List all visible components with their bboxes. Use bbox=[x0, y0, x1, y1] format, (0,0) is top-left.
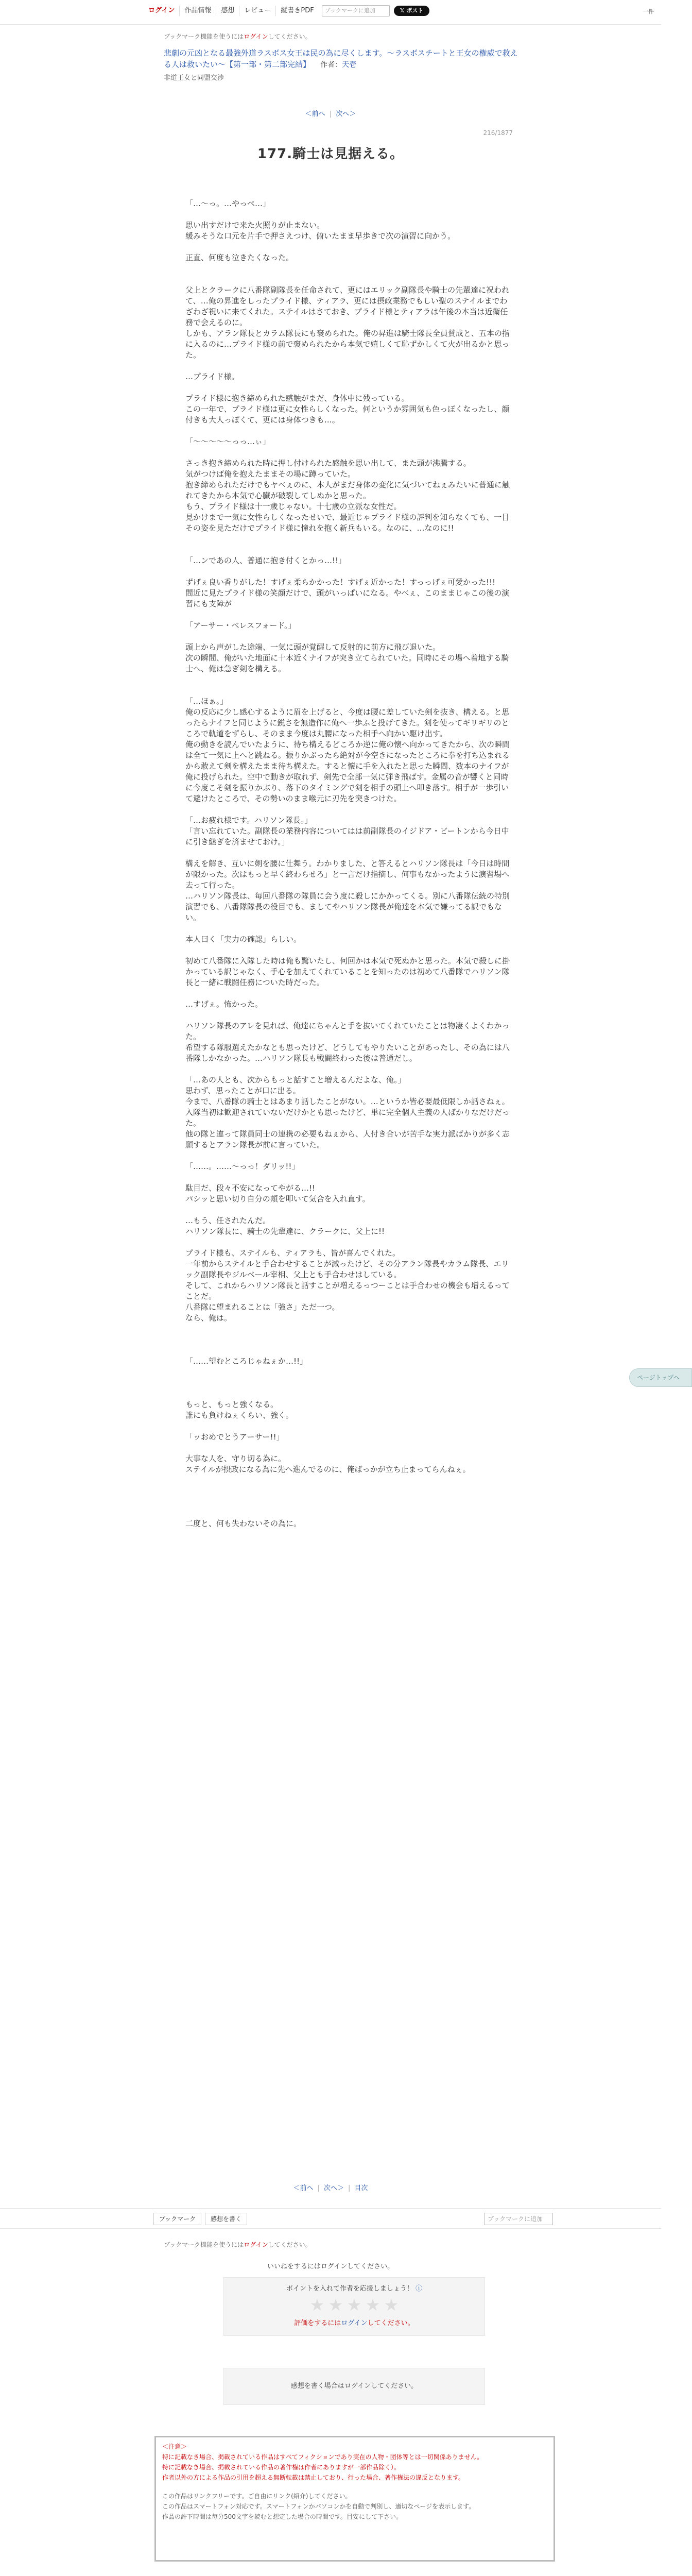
pager-sep: | bbox=[329, 110, 332, 118]
novel-paragraph: さっき抱き締められた時に押し付けられた感触を思い出して、また頭が沸騰する。 bbox=[185, 459, 471, 468]
novel-paragraph: 二度と、何も失わないその為に。 bbox=[185, 1519, 302, 1528]
novel-paragraph: …もう、任されたんだ。 bbox=[185, 1216, 271, 1225]
novel-paragraph: なら、俺は。 bbox=[185, 1313, 232, 1323]
prev-link-top[interactable]: ＜前へ bbox=[305, 110, 325, 118]
novel-paragraph bbox=[185, 685, 515, 696]
novel-paragraph bbox=[185, 1497, 515, 1507]
novel-paragraph bbox=[185, 1172, 515, 1183]
bottom-bookmark-add-field[interactable]: ブックマークに追加 bbox=[484, 2213, 553, 2225]
novel-paragraph: 思い出すだけで来た火照りが止まない。 bbox=[185, 221, 325, 230]
novel-paragraph bbox=[185, 188, 515, 198]
novel-paragraph: 頭上から声がした途端、一気に頭が覚醒して反射的に前方に飛び退いた。 bbox=[185, 642, 441, 652]
pager-sep: | bbox=[348, 2184, 351, 2192]
hatena-count[interactable]: 一件 bbox=[643, 8, 654, 15]
caution-line: 作者以外の方による作品の引用を超える無断転載は禁止しており、行った場合、著作権法の違反となります。 bbox=[162, 2474, 465, 2481]
nav-reviews[interactable]: レビュー bbox=[239, 6, 276, 16]
prev-link-bottom[interactable]: ＜前へ bbox=[293, 2184, 314, 2192]
chapter-title: 177.騎士は見据える。 bbox=[257, 146, 404, 162]
novel-paragraph bbox=[185, 263, 515, 274]
next-link-bottom[interactable]: 次へ＞ bbox=[323, 2184, 344, 2192]
rating-login-note bbox=[224, 2317, 485, 2327]
novel-paragraph: 俺の反応に少し感心するように眉を上げると、今度は腰に差していた剣を抜き、構える。と思ったらナイフと同じように鋭さを無造作に俺へ一歩ふと投げてきた。剣を使ってギリギリのところで軌道をずらし、そのまま今度は丸腰になった相手へ向かい駆け出す。 bbox=[185, 707, 510, 738]
next-link-top[interactable]: 次へ＞ bbox=[336, 110, 356, 118]
novel-paragraph: 大事な人を、守り切る為に。 bbox=[185, 1454, 286, 1463]
novel-paragraph bbox=[185, 1475, 515, 1486]
bottom-pager bbox=[148, 2182, 513, 2192]
x-post-button[interactable] bbox=[394, 6, 430, 16]
novel-paragraph: ステイルが摂政になる為に先へ進んでるのに、俺ばっかが立ち止まってらんねぇ。 bbox=[185, 1465, 471, 1474]
toc-link-bottom[interactable]: 目次 bbox=[354, 2184, 368, 2192]
caution-spacer bbox=[162, 2483, 547, 2491]
novel-paragraph: この一年で、プライド様は更に女性らしくなった。何というか雰囲気も色っぽくなったし、顔付きも大人っぽくて、更には身体つきも…。 bbox=[185, 404, 510, 425]
novel-paragraph bbox=[185, 1064, 515, 1075]
rating-login-prefix: 評価をするには bbox=[294, 2319, 341, 2327]
novel-paragraph: 「……望むところじゃねぇか…!!」 bbox=[185, 1357, 308, 1366]
novel-paragraph: 「アーサー・べレスフォード。」 bbox=[185, 621, 296, 630]
bookmark-notice-login-link[interactable]: ログイン bbox=[244, 2241, 268, 2248]
novel-paragraph: 次の瞬間、俺がいた地面に十本近くナイフが突き立てられていた。同時にその場へ着地する騎士へ、俺は急ぎ剣を構える。 bbox=[185, 653, 509, 673]
novel-paragraph: 駄目だ、段々不安になってやがる…!! bbox=[185, 1183, 316, 1193]
novel-paragraph: プライド様に抱き締められた感触がまだ、身体中に残っている。 bbox=[185, 394, 409, 403]
like-login-note: いいねをするにはログインしてください。 bbox=[267, 2263, 394, 2270]
novel-paragraph bbox=[185, 1237, 515, 1248]
login-link[interactable]: ログイン bbox=[148, 6, 180, 16]
novel-paragraph: 八番隊に望まれることは「強さ」ただ一つ。 bbox=[185, 1302, 340, 1312]
caution-note: この作品はスマートフォン対応です。スマートフォンかパソコンかを自動で判別し、適切なページを表示します。 bbox=[162, 2503, 475, 2510]
page-count: 216/1877 bbox=[483, 129, 513, 137]
novel-paragraph: 本人曰く「実力の確認」らしい。 bbox=[185, 935, 302, 944]
novel-paragraph: 初めて八番隊に入隊した時は俺も驚いたし、何回かは本気で死ぬかと思った。本気で殺しに掛かっている訳じゃなく、手心を加えてくれていることを知ったのは初めて八番隊でハリソン隊長と一緒に戦闘任務についた時だった。 bbox=[185, 956, 510, 987]
novel-paragraph: 構えを解き、互いに剣を腰に仕舞う。わかりました、と答えるとハリソン隊長は「今日は時間が限かった。次はもっと早く終わらせろ」と一言だけ指摘し、何事もなかったように演習場へ去って行った。 bbox=[185, 859, 510, 890]
novel-paragraph bbox=[185, 1388, 515, 1399]
novel-paragraph bbox=[185, 1010, 515, 1021]
header-nav bbox=[148, 5, 429, 16]
rating-prompt bbox=[224, 2283, 485, 2293]
novel-paragraph: 緩みそうな口元を片手で押さえつけ、俯いたまま早歩きで次の演習に向かう。 bbox=[185, 231, 456, 241]
novel-paragraph: 「…お疲れ様です。ハリソン隊長。」 bbox=[185, 816, 313, 825]
novel-paragraph: しかも、アラン隊長とカラム隊長にも褒められた。俺の昇進は騎士隊長全員賛成と、五本の指に入るのに…プライド様の前で褒められたから本気で嬉しくて恥ずかしくて火が出るかと思った。 bbox=[185, 329, 510, 360]
novel-paragraph: 気がつけば俺を抱えたままその場に蹲っていた。 bbox=[185, 469, 356, 479]
bottom-tab-row bbox=[0, 2208, 661, 2229]
novel-paragraph bbox=[185, 274, 515, 285]
novel-paragraph: パシッと思い切り自分の頬を叩いて気合を入れ直す。 bbox=[185, 1194, 370, 1204]
novel-paragraph bbox=[185, 609, 515, 620]
novel-paragraph bbox=[185, 1421, 515, 1432]
novel-paragraph: 抱き締められただけでもヤベぇのに、本人がまだ身体の変化に気づいてねぇみたいに普通に触れてきたから本気で心臓が破裂してしぬかと思った。 bbox=[185, 480, 510, 500]
novel-paragraph: 父上とクラークに八番隊副隊長を任命されて、更にはエリック副隊長や騎士の先輩達に祝われて、…俺の昇進をしったプライド様、ティアラ、更には摂政業務でもしい聖のステイルまでわざわざ祝いに来てくれた。ステイルはさておき、プライド様とティアラは午後の本当は近衛任務で会えるのに。 bbox=[185, 285, 510, 327]
star-5[interactable]: ★ bbox=[384, 2295, 399, 2315]
novel-paragraph: …すげぇ。怖かった。 bbox=[185, 999, 263, 1009]
caution-line: 特に記載なき場合、掲載されている作品はすべてフィクションであり実在の人物・団体等とは一切関係ありません。 bbox=[162, 2453, 483, 2461]
novel-paragraph bbox=[185, 382, 515, 393]
nav-impressions[interactable]: 感想 bbox=[216, 6, 239, 16]
bookmark-add-field[interactable]: ブックマークに追加 bbox=[322, 5, 390, 16]
novel-paragraph bbox=[185, 209, 515, 220]
novel-paragraph bbox=[185, 545, 515, 555]
top-pager bbox=[148, 108, 513, 118]
caution-line: 特に記載なき場合、掲載されている作品の著作権は作者にありますが一部作品除く）。 bbox=[162, 2464, 401, 2471]
novel-paragraph: 「……。……〜っっ！ダリッ!!」 bbox=[185, 1162, 300, 1171]
novel-paragraph: もっと、もっと強くなる。 bbox=[185, 1400, 279, 1409]
bookmark-notice-login-link[interactable]: ログイン bbox=[244, 33, 268, 40]
novel-paragraph bbox=[185, 1486, 515, 1497]
novel-body bbox=[185, 188, 515, 1529]
novel-paragraph bbox=[185, 1378, 515, 1388]
novel-paragraph bbox=[185, 988, 515, 999]
novel-paragraph: 「…〜っ。…やっぺ…」 bbox=[185, 199, 271, 208]
bookmark-notice-suffix: してください。 bbox=[268, 2241, 312, 2248]
novel-paragraph bbox=[185, 1150, 515, 1161]
star-3[interactable]: ★ bbox=[347, 2295, 362, 2315]
novel-paragraph bbox=[185, 361, 515, 371]
x-icon: 𝕏 bbox=[400, 7, 407, 14]
novel-paragraph bbox=[185, 945, 515, 956]
bookmark-notice-bottom bbox=[164, 2240, 312, 2249]
novel-paragraph: 正直、何度も泣きたくなった。 bbox=[185, 253, 294, 262]
tab-bookmark[interactable]: ブックマーク bbox=[153, 2213, 201, 2225]
novel-paragraph: 間近に見たプライド様の笑顔だけで、頭がいっぱいになる。やべぇ、このままじゃこの後の演習にも支障が bbox=[185, 588, 510, 608]
help-icon[interactable]: ⓘ bbox=[416, 2285, 423, 2293]
novel-paragraph: 「〜〜〜〜〜っっ…ぃ」 bbox=[185, 437, 271, 446]
author-label: 作者： bbox=[320, 61, 342, 69]
novel-paragraph: そして、これからハリソン隊長と話すことが増えるっつーことは手合わせの機会も増えるってことだ。 bbox=[185, 1281, 510, 1301]
novel-paragraph: 「…ほぁ。」 bbox=[185, 697, 228, 706]
novel-paragraph: ハリソン隊長のアレを見れば、俺達にちゃんと手を抜いてくれていたことは物凄くよくわかった。 bbox=[185, 1021, 510, 1041]
nav-vertical-pdf[interactable]: 縦書きPDF bbox=[281, 7, 314, 14]
top-bar bbox=[0, 0, 661, 25]
novel-paragraph: 誰にも負けねぇくらい、強く。 bbox=[185, 1411, 293, 1420]
caution-note: 作品の許下時間は毎分500文字を読むと想定した場合の時間です。目安にして下さい。 bbox=[162, 2513, 402, 2520]
novel-paragraph: 思わず、思ったことが口に出る。 bbox=[185, 1086, 301, 1095]
novel-paragraph bbox=[185, 1334, 515, 1345]
caution-box bbox=[154, 2436, 555, 2562]
novel-paragraph: ずげぇ良い香りがした！すげぇ柔らかかった！すげぇ近かった！すっっげぇ可愛かった!!! bbox=[185, 578, 496, 587]
novel-paragraph bbox=[185, 1205, 515, 1215]
nav-work-info[interactable]: 作品情報 bbox=[180, 6, 216, 16]
novel-paragraph: プライド様も、ステイルも、ティアラも、皆が喜んでくれた。 bbox=[185, 1248, 401, 1258]
novel-paragraph bbox=[185, 534, 515, 545]
rating-stars bbox=[224, 2297, 485, 2313]
series-author bbox=[313, 61, 356, 69]
caution-note: この作品はリンクフリーです。ご自由にリンク(紹介)してください。 bbox=[162, 2493, 352, 2500]
novel-paragraph bbox=[185, 674, 515, 685]
series-title-link[interactable]: 悲劇の元凶となる最強外道ラスボス女王は民の為に尽くします。〜ラスボスチートと王女の権威で救える人は救いたい〜【第一部・第二部完結】 bbox=[164, 48, 518, 69]
review-panel: 感想を書く場合はログインしてください。 bbox=[223, 2368, 485, 2405]
pager-sep: | bbox=[317, 2184, 320, 2192]
novel-paragraph bbox=[185, 566, 515, 577]
novel-paragraph bbox=[185, 848, 515, 858]
bookmark-notice-prefix: ブックマーク機能を使うには bbox=[164, 33, 244, 40]
rating-login-suffix: してください。 bbox=[367, 2319, 414, 2327]
novel-paragraph: 今まで、八番隊の騎士とはあまり話したことがない。…というか皆必要最低限しか話さねぇ。入隊当初は歓迎されていないだけかとも思ったけど、単に完全個人主義の人ばかりなだけだった。 bbox=[185, 1097, 510, 1128]
novel-paragraph: …プライド様。 bbox=[185, 372, 239, 381]
novel-paragraph bbox=[185, 1345, 515, 1356]
bookmark-notice bbox=[164, 32, 312, 41]
novel-paragraph: 希望する隊服選えたかなとも思ったけど、どうしてもやりたいことがあったし、その為には八番隊しかなかった。…ハリソン隊長も戦闘終わった後は普通だし。 bbox=[185, 1043, 510, 1063]
series-info bbox=[164, 47, 519, 82]
rating-prompt-text: ポイントを入れて作者を応援しましょう！ bbox=[286, 2285, 413, 2293]
caution-title: ＜注意＞ bbox=[162, 2443, 187, 2450]
novel-paragraph: …ハリソン隊長は、毎回八番隊の隊員に会う度に殺しにかかってくる。別に八番隊伝統の特別演習でも、八番隊隊長の役目でも、ましてやハリソン隊長が俺達を本気で嫌ってる訳でもない。 bbox=[185, 891, 510, 922]
novel-paragraph: 「…ンであの人、普通に抱き付くとかっ…!!」 bbox=[185, 556, 347, 565]
bookmark-notice-prefix: ブックマーク機能を使うには bbox=[164, 2241, 244, 2248]
novel-paragraph bbox=[185, 1507, 515, 1518]
novel-paragraph bbox=[185, 1367, 515, 1378]
novel-paragraph bbox=[185, 447, 515, 458]
novel-paragraph bbox=[185, 242, 515, 252]
page-top-button[interactable]: ページトップへ bbox=[629, 1368, 692, 1387]
bookmark-notice-suffix: してください。 bbox=[268, 33, 312, 40]
star-1[interactable]: ★ bbox=[309, 2295, 325, 2315]
novel-paragraph bbox=[185, 804, 515, 815]
rating-panel bbox=[223, 2277, 485, 2336]
series-chapter-group: 非道王女と同盟交渉 bbox=[164, 74, 224, 82]
novel-paragraph: 見かけまで一気に女性らしくなったせいで、最近じゃプライド様の評判を知らなくても、一目その姿を見ただけでプライド様に憧れを抱く新兵もいる。なのに、…なのに!! bbox=[185, 513, 510, 533]
novel-paragraph bbox=[185, 426, 515, 436]
novel-paragraph: ハリソン隊長に、騎士の先輩達に、クラークに、父上に!! bbox=[185, 1227, 385, 1236]
star-2[interactable]: ★ bbox=[328, 2295, 343, 2315]
star-4[interactable]: ★ bbox=[365, 2295, 380, 2315]
novel-paragraph: 「…あの人とも、次からもっと話すこと増えるんだよな、俺。」 bbox=[185, 1075, 406, 1084]
novel-paragraph: 俺の動きを読んでいたように、待ち構えるどころか逆に俺の懐へ向かってきたから、次の瞬間は全て一気に上へと跳ねる。振りかぶったら絶対が今空きになったところに拳を打ち込まれるから敢えて剣を構えたまま待ち構えた。すると懐に手を入れたと思った瞬間、数本のナイフが俺に投げられた。空中で動きが取れず、剣先で全部一気に弾き飛ばす。金属の音が響くと同時に今度こそ剣を振りかぶり、落下のタイミングで剣を相手の頭上へ叩き落す。相手が一歩引いて避けたところで、その勢いのまま喉元に刃先を突きつけた。 bbox=[185, 740, 510, 803]
author-link[interactable]: 天壱 bbox=[342, 61, 357, 69]
rating-login-link[interactable]: ログイン bbox=[341, 2319, 368, 2327]
novel-paragraph bbox=[185, 1443, 515, 1453]
novel-paragraph: もう、プライド様は十一歳じゃない。十七歳の立派な女性だ。 bbox=[185, 502, 402, 511]
novel-paragraph: 「ッおめでとうアーサー!!」 bbox=[185, 1432, 284, 1442]
tab-write-review[interactable]: 感想を書く bbox=[205, 2213, 247, 2225]
novel-paragraph bbox=[185, 923, 515, 934]
novel-paragraph bbox=[185, 631, 515, 642]
novel-paragraph: 他の隊と違って隊員同士の連携の必要もねぇから、人付き合いが苦手な実力派ばかりが多く志願するとアラン隊長が前に言っていた。 bbox=[185, 1129, 510, 1149]
novel-paragraph bbox=[185, 1324, 515, 1334]
post-button-label: ポスト bbox=[406, 7, 424, 14]
novel-paragraph: 一年前からステイルと手合わせすることが減ったけど、その分アラン隊長やカラム隊長、エリック副隊長やジルベール宰相、父上とも手合わせはしている。 bbox=[185, 1259, 509, 1279]
novel-paragraph: 「言い忘れていた。副隊長の業務内容についてはは前副隊長のイジドア・ビートンから今日中に引き継ぎを済ませておけ。」 bbox=[185, 826, 509, 846]
